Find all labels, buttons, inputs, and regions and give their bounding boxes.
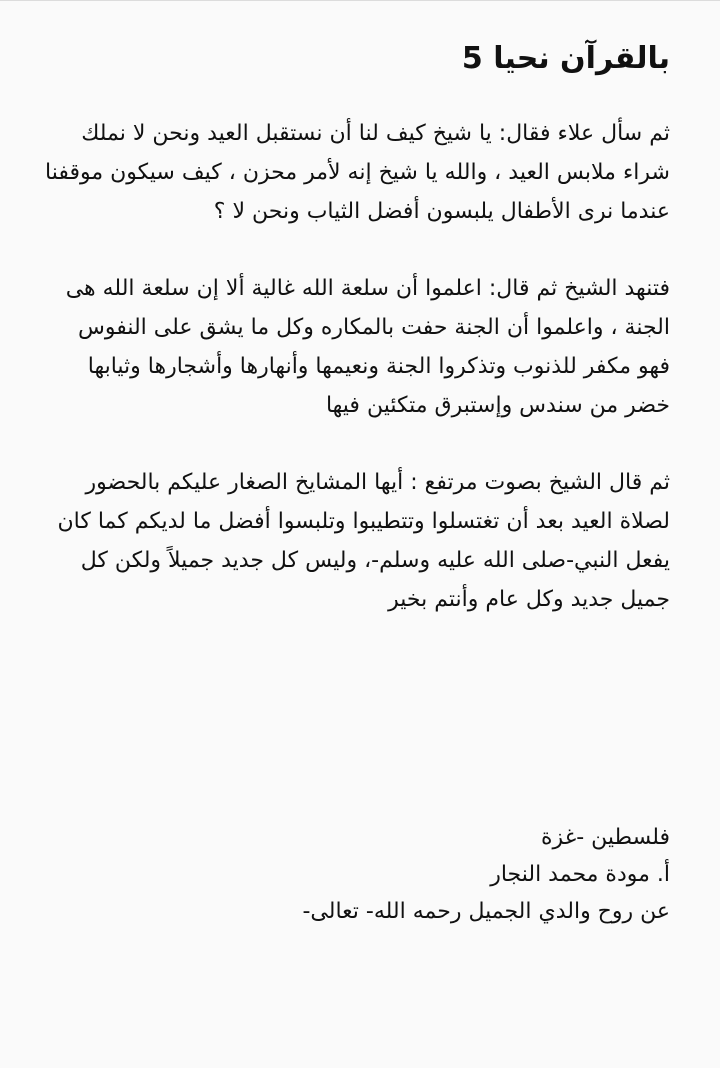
paragraph-advice: ثم قال الشيخ بصوت مرتفع : أيها المشايخ الصغار عليكم بالحضور لصلاة العيد بعد أن تغتسلوا وتتطيبوا وتلبسوا أفضل ما لديكم كما كان يفعل النبي-صلى الله عليه وسلم-، وليس كل جديد جميلاً ولكن كل جميل جديد وكل عام وأنتم بخير	[57, 469, 670, 612]
signature-location: فلسطين -غزة	[541, 825, 670, 850]
signature-author: أ. مودة محمد النجار	[490, 862, 670, 887]
document-body	[44, 39, 670, 657]
paragraph-answer: فتنهد الشيخ ثم قال: اعلموا أن سلعة الله غالية ألا إن سلعة الله هى الجنة ، واعلموا أن الجنة حفت بالمكاره وكل ما يشق على النفوس فهو مكفر للذنوب وتذكروا الجنة ونعيمها وأنهارها وأشجارها وثيابها خضر من سندس وإستبرق متكئين فيها	[65, 275, 670, 418]
paragraph-question: ثم سأل علاء فقال: يا شيخ كيف لنا أن نستقبل العيد ونحن لا نملك شراء ملابس العيد ، والله يا شيخ إنه لأمر محزن ، كيف سيكون موقفنا عندما نرى الأطفال يلبسون أفضل الثياب ونحن لا ؟	[44, 120, 670, 224]
document-title: بالقرآن نحيا 5	[461, 41, 670, 76]
signature-dedication: عن روح والدي الجميل رحمه الله- تعالى-	[302, 899, 670, 924]
signature-block	[44, 819, 670, 930]
